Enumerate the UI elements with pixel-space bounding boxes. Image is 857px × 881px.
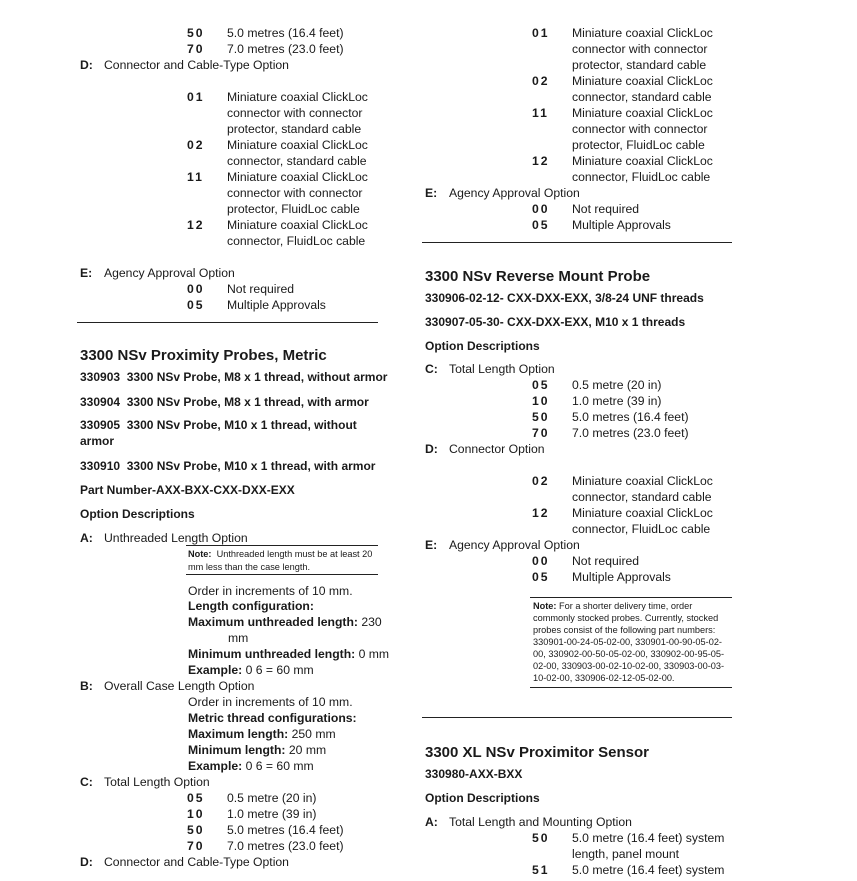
note-top-rule [186,545,378,546]
option-letter: A: [425,815,438,829]
code-desc: 7.0 metres (23.0 feet) [227,839,344,853]
code-desc-line: connector with connector [572,42,708,56]
detail-line: Length configuration: [188,599,314,613]
code-desc-line: connector, standard cable [227,154,367,168]
code-desc: 0.5 metre (20 in) [572,378,662,392]
option-title: Connector and Cable-Type Option [104,58,289,72]
code: 02 [532,474,550,488]
note-line: Note: Unthreaded length must be at least 20 [188,549,373,559]
option-title: Unthreaded Length Option [104,531,248,545]
code-desc: 0.5 metre (20 in) [227,791,317,805]
code-desc-line: connector, FluidLoc cable [572,522,711,536]
code-desc-line: 5.0 metre (16.4 feet) system [572,831,725,845]
detail-line: mm [228,631,249,645]
option-letter: C: [80,775,93,789]
code-desc-line: Miniature coaxial ClickLoc [227,170,368,184]
code-desc-line: Miniature coaxial ClickLoc [572,106,713,120]
section-divider [422,717,732,718]
code: 50 [532,831,550,845]
code: 05 [532,218,550,232]
option-title: Agency Approval Option [449,186,580,200]
option-letter: E: [425,538,438,552]
model-line: 330905 3300 NSv Probe, M10 x 1 thread, without [80,418,357,432]
code: 50 [532,410,550,424]
model-line: 330903 3300 NSv Probe, M8 x 1 thread, without armor [80,370,388,384]
part-number: Part Number-AXX-BXX-CXX-DXX-EXX [80,483,295,497]
code-desc-line: connector, FluidLoc cable [227,234,366,248]
code-desc: Not required [572,202,640,216]
option-title: Connector Option [449,442,545,456]
code-desc-line: connector, FluidLoc cable [572,170,711,184]
code-desc-line: Miniature coaxial ClickLoc [227,218,368,232]
option-letter: C: [425,362,438,376]
note-line: 00, 330902-00-50-05-02-00, 330902-00-95-05- [533,649,725,659]
code-desc-line: Miniature coaxial ClickLoc [227,90,368,104]
code-desc-line: Miniature coaxial ClickLoc [572,506,713,520]
code: 00 [532,554,550,568]
code-desc-line: connector with connector [227,186,363,200]
note-bottom-rule [186,574,378,575]
code-desc-line: connector, standard cable [572,490,712,504]
code: 05 [532,378,550,392]
code-desc: 5.0 metres (16.4 feet) [227,26,344,40]
detail-line: Minimum length: 20 mm [188,743,327,757]
section-divider [77,322,378,323]
model-line: 330907-05-30- CXX-DXX-EXX, M10 x 1 threads [425,315,686,329]
section-divider [422,242,732,243]
note-line: 10-02-00, 330906-02-12-05-02-00. [533,673,675,683]
note-line: 330901-00-24-05-02-00, 330901-00-90-05-02- [533,637,722,647]
detail-line: Maximum unthreaded length: 230 [188,615,382,629]
detail-line: Maximum length: 250 mm [188,727,336,741]
detail-line: Example: 0 6 = 60 mm [188,759,314,773]
code-desc: 1.0 metre (39 in) [227,807,317,821]
option-letter: E: [80,266,93,280]
option-title: Agency Approval Option [449,538,580,552]
detail-line: Order in increments of 10 mm. [188,695,353,709]
code: 01 [187,90,205,104]
option-title: Total Length Option [449,362,555,376]
code-desc-line: length, panel mount [572,847,680,861]
option-letter: B: [80,679,93,693]
code-desc-line: connector with connector [227,106,363,120]
note-line: 02-00, 330903-00-02-10-02-00, 330903-00-03- [533,661,725,671]
code-desc: Not required [227,282,295,296]
option-title: Total Length Option [104,775,210,789]
option-descriptions-heading: Option Descriptions [80,507,195,521]
section-title: 3300 NSv Reverse Mount Probe [425,268,651,285]
code: 70 [187,839,205,853]
code-desc-line: protector, standard cable [227,122,362,136]
code: 02 [532,74,550,88]
code: 12 [187,218,205,232]
code: 70 [187,42,205,56]
option-title: Agency Approval Option [104,266,235,280]
code: 01 [532,26,550,40]
code: 05 [532,570,550,584]
model-line-cont: armor [80,434,115,448]
note-bottom-rule [530,687,732,688]
note-line: mm less than the case length. [188,562,311,572]
note-line: probes consist of the following part numbers: [533,625,716,635]
option-letter: D: [80,58,93,72]
section-title: 3300 XL NSv Proximitor Sensor [425,744,649,761]
option-title: Total Length and Mounting Option [449,815,632,829]
code-desc-line: Miniature coaxial ClickLoc [572,26,713,40]
code-desc-line: Miniature coaxial ClickLoc [572,74,713,88]
code: 10 [187,807,205,821]
code: 51 [532,863,550,877]
detail-line: Example: 0 6 = 60 mm [188,663,314,677]
model-line: 330904 3300 NSv Probe, M8 x 1 thread, with armor [80,395,369,409]
code: 11 [187,170,204,184]
code: 05 [187,791,205,805]
code: 00 [532,202,550,216]
note-line: commonly stocked probes. Currently, stocked [533,613,719,623]
option-descriptions-heading: Option Descriptions [425,791,540,805]
option-letter: D: [80,855,93,869]
code-desc: 1.0 metre (39 in) [572,394,662,408]
option-letter: D: [425,442,438,456]
code-desc-line: connector, standard cable [572,90,712,104]
note-top-rule [530,597,732,598]
option-title: Overall Case Length Option [104,679,255,693]
code: 00 [187,282,205,296]
code-desc: Multiple Approvals [572,218,671,232]
detail-line: Order in increments of 10 mm. [188,584,353,598]
option-descriptions-heading: Option Descriptions [425,339,540,353]
code-desc-line: protector, standard cable [572,58,707,72]
code-desc-line: Miniature coaxial ClickLoc [227,138,368,152]
code: 02 [187,138,205,152]
code: 10 [532,394,550,408]
code-desc: Multiple Approvals [572,570,671,584]
code: 11 [532,106,549,120]
code-desc-line: protector, FluidLoc cable [572,138,705,152]
code-desc: 5.0 metres (16.4 feet) [227,823,344,837]
option-letter: E: [425,186,438,200]
detail-line: Metric thread configurations: [188,711,357,725]
code-desc-line: Miniature coaxial ClickLoc [572,474,713,488]
code-desc: 5.0 metres (16.4 feet) [572,410,689,424]
code-desc: Multiple Approvals [227,298,326,312]
model-line: 330906-02-12- CXX-DXX-EXX, 3/8-24 UNF threads [425,291,704,305]
code: 50 [187,26,205,40]
code-desc-line: connector with connector [572,122,708,136]
code: 12 [532,506,550,520]
part-number: 330980-AXX-BXX [425,767,523,781]
option-title: Connector and Cable-Type Option [104,855,289,869]
code: 05 [187,298,205,312]
option-letter: A: [80,531,93,545]
code-desc: 7.0 metres (23.0 feet) [572,426,689,440]
section-title: 3300 NSv Proximity Probes, Metric [80,347,327,364]
note-line: Note: For a shorter delivery time, order [533,601,693,611]
code-desc: Not required [572,554,640,568]
code-desc: 7.0 metres (23.0 feet) [227,42,344,56]
model-line: 330910 3300 NSv Probe, M10 x 1 thread, with armor [80,459,376,473]
code-desc-line: protector, FluidLoc cable [227,202,360,216]
code: 70 [532,426,550,440]
code-desc-line: Miniature coaxial ClickLoc [572,154,713,168]
detail-line: Minimum unthreaded length: 0 mm [188,647,390,661]
code: 12 [532,154,550,168]
code-desc-line: 5.0 metre (16.4 feet) system [572,863,725,877]
code: 50 [187,823,205,837]
